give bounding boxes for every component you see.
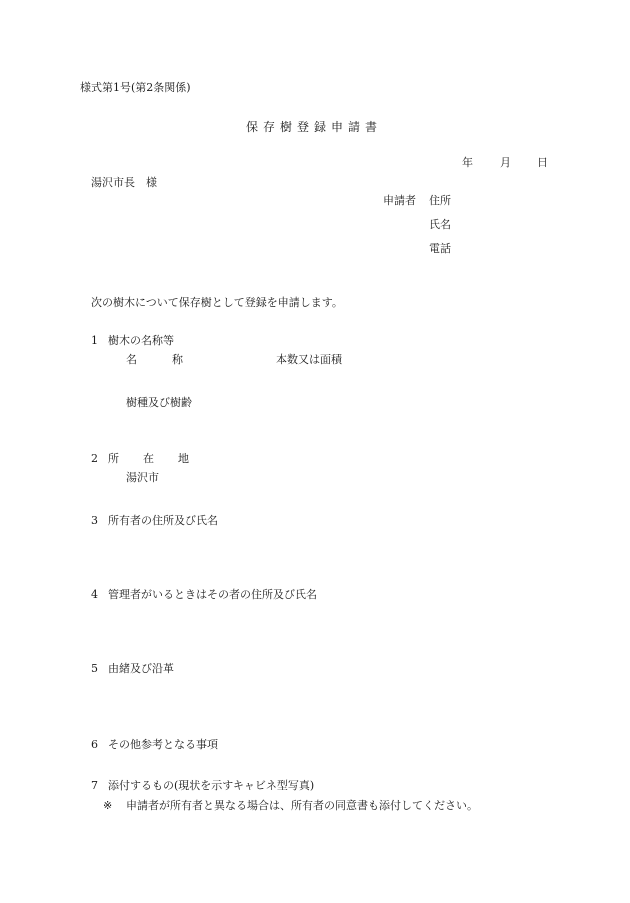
- form-label: 様式第1号(第2条関係): [80, 81, 191, 94]
- applicant-phone-label: 電話: [429, 242, 451, 255]
- tree-name-label-b: 称: [172, 353, 183, 366]
- section-3-number: 3: [91, 514, 98, 527]
- section-5-number: 5: [91, 662, 98, 675]
- section-2-heading-a: 所: [108, 452, 119, 465]
- section-6-heading: その他参考となる事項: [108, 738, 218, 751]
- date-day-label: 日: [537, 156, 548, 169]
- section-4-number: 4: [91, 588, 98, 601]
- section-7-number: 7: [91, 779, 98, 792]
- applicant-label: 申請者: [383, 194, 416, 207]
- section-7-heading: 添付するもの(現状を示すキャビネ型写真): [108, 779, 315, 792]
- section-1-heading: 樹木の名称等: [108, 334, 174, 347]
- section-2-heading-b: 在: [143, 452, 154, 465]
- tree-name-label-a: 名: [126, 353, 137, 366]
- section-3-heading: 所有者の住所及び氏名: [108, 514, 218, 527]
- date-year-label: 年: [462, 156, 473, 169]
- section-2-number: 2: [91, 452, 98, 465]
- tree-count-label: 本数又は面積: [276, 353, 342, 366]
- section-2-heading-c: 地: [178, 452, 189, 465]
- page-title: 保存樹登録申請書: [246, 120, 383, 134]
- applicant-name-label: 氏名: [429, 218, 451, 231]
- note-text: 申請者が所有者と異なる場合は、所有者の同意書も添付してください。: [126, 799, 478, 812]
- location-city: 湯沢市: [126, 471, 159, 484]
- section-5-heading: 由緒及び沿革: [108, 662, 174, 675]
- intro-text: 次の樹木について保存樹として登録を申請します。: [91, 296, 343, 309]
- date-month-label: 月: [500, 156, 511, 169]
- section-4-heading: 管理者がいるときはその者の住所及び氏名: [108, 588, 317, 601]
- section-6-number: 6: [91, 738, 98, 751]
- applicant-address-label: 住所: [429, 194, 451, 207]
- note-mark: ※: [103, 799, 113, 812]
- section-1-number: 1: [91, 334, 98, 347]
- tree-species-label: 樹種及び樹齢: [126, 396, 192, 409]
- addressee: 湯沢市長 様: [91, 176, 157, 189]
